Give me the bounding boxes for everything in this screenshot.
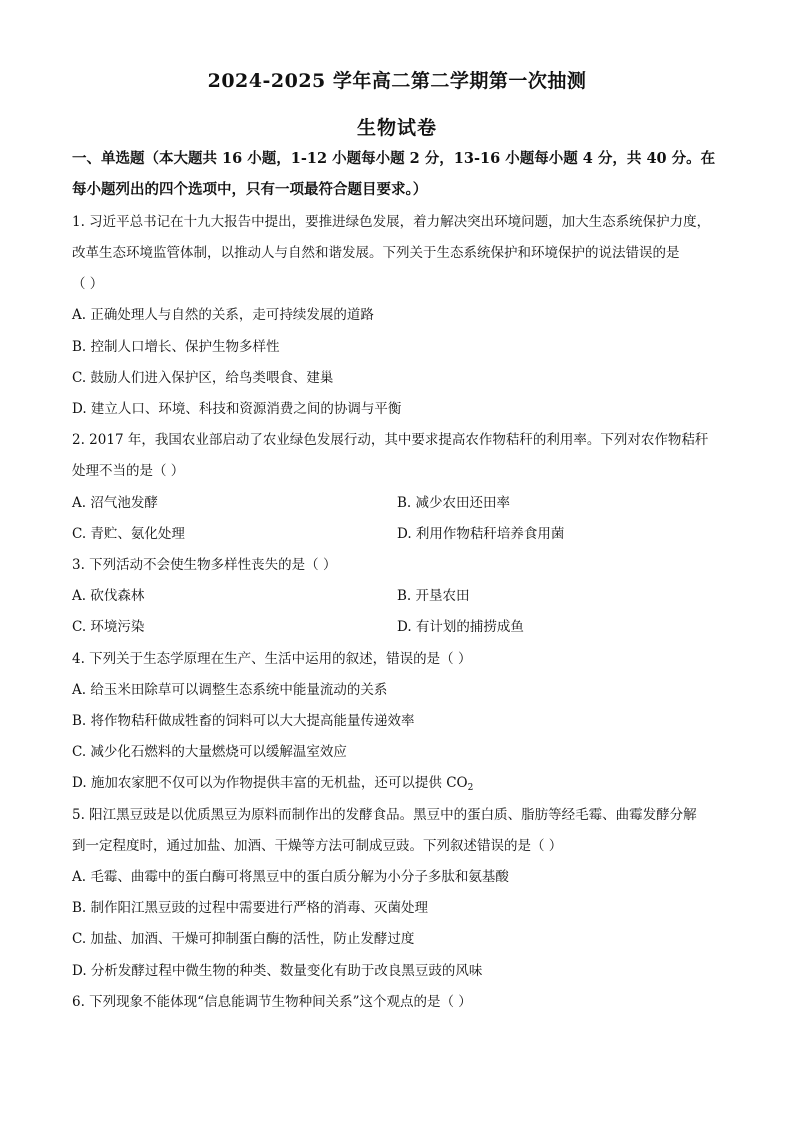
q1-stem-line2: 改革生态环境监管体制，以推动人与自然和谐发展。下列关于生态系统保护和环境保护的说法错误的是 <box>72 245 680 261</box>
q1-option-c: C. 鼓励人们进入保护区，给鸟类喂食、建巢 <box>72 370 334 386</box>
q2-option-c: C. 青贮、氨化处理 <box>72 526 185 542</box>
section-heading-line1: 一、单选题（本大题共 16 小题，1-12 小题每小题 2 分，13-16 小题每小题 4 分，共 40 分。在 <box>72 150 716 167</box>
q1-option-d: D. 建立人口、环境、科技和资源消费之间的协调与平衡 <box>72 401 402 417</box>
q2-option-b: B. 减少农田还田率 <box>397 495 511 511</box>
section-heading-line2: 每小题列出的四个选项中，只有一项最符合题目要求。） <box>72 181 428 198</box>
q1-option-b: B. 控制人口增长、保护生物多样性 <box>72 339 280 355</box>
q3-option-a: A. 砍伐森林 <box>72 588 145 604</box>
q5-option-d: D. 分析发酵过程中微生物的种类、数量变化有助于改良黑豆豉的风味 <box>72 963 483 979</box>
q4-stem: 4. 下列关于生态学原理在生产、生活中运用的叙述，错误的是（ ） <box>72 651 472 667</box>
q1-option-a: A. 正确处理人与自然的关系，走可持续发展的道路 <box>72 307 374 323</box>
q5-stem-line1: 5. 阳江黑豆豉是以优质黑豆为原料而制作出的发酵食品。黑豆中的蛋白质、脂肪等经毛霉、曲霉发酵分解 <box>72 807 697 823</box>
q2-option-a: A. 沼气池发酵 <box>72 495 158 511</box>
q5-stem-line2: 到一定程度时，通过加盐、加酒、干燥等方法可制成豆豉。下列叙述错误的是（ ） <box>72 838 563 854</box>
q3-option-c: C. 环境污染 <box>72 619 145 635</box>
q5-option-a: A. 毛霉、曲霉中的蛋白酶可将黑豆中的蛋白质分解为小分子多肽和氨基酸 <box>72 869 509 885</box>
q1-stem-line3: （ ） <box>72 276 104 292</box>
q3-stem: 3. 下列活动不会使生物多样性丧失的是（ ） <box>72 557 337 573</box>
q4-option-a: A. 给玉米田除草可以调整生态系统中能量流动的关系 <box>72 682 388 698</box>
q3-option-d: D. 有计划的捕捞成鱼 <box>397 619 524 635</box>
q3-option-b: B. 开垦农田 <box>397 588 470 604</box>
q2-stem-line1: 2. 2017 年，我国农业部启动了农业绿色发展行动，其中要求提高农作物秸秆的利用率。下列对农作物秸秆 <box>72 432 709 448</box>
q2-option-d: D. 利用作物秸秆培养食用菌 <box>397 526 565 542</box>
q4-option-d <box>72 774 473 792</box>
exam-title: 2024-2025 学年高二第二学期第一次抽测 <box>207 70 587 92</box>
q1-stem-line1: 1. 习近平总书记在十九大报告中提出，要推进绿色发展，着力解决突出环境问题，加大生态系统保护力度， <box>72 214 711 230</box>
q4-option-d-subscript: 2 <box>467 783 474 793</box>
q4-option-d-text: D. 施加农家肥不仅可以为作物提供丰富的无机盐，还可以提供 CO <box>72 775 468 791</box>
q2-stem-line2: 处理不当的是（ ） <box>72 463 185 479</box>
q4-option-c: C. 减少化石燃料的大量燃烧可以缓解温室效应 <box>72 744 347 760</box>
q6-stem: 6. 下列现象不能体现“信息能调节生物种间关系”这个观点的是（ ） <box>72 994 472 1010</box>
q5-option-c: C. 加盐、加酒、干燥可抑制蛋白酶的活性，防止发酵过度 <box>72 931 415 947</box>
q4-option-b: B. 将作物秸秆做成牲畜的饲料可以大大提高能量传递效率 <box>72 713 415 729</box>
exam-subtitle: 生物试卷 <box>356 117 437 139</box>
q5-option-b: B. 制作阳江黑豆豉的过程中需要进行严格的消毒、灭菌处理 <box>72 900 429 916</box>
